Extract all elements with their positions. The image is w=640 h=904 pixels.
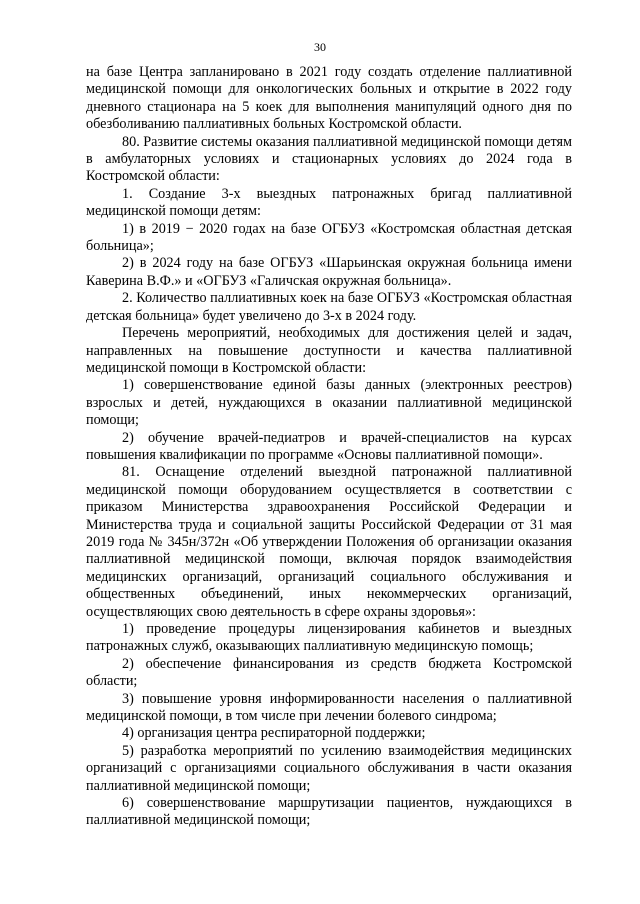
paragraph-subitem-1-2: 2) в 2024 году на базе ОГБУЗ «Шарьинская окружная больница имени Каверина В.Ф.» и «ОГБУЗ «Галичская окружная больница». xyxy=(86,255,572,289)
paragraph-measure-1: 1) совершенствование единой базы данных (электронных реестров) взрослых и детей, нуждающихся в оказании паллиативной медицинской помощи; xyxy=(86,377,572,429)
paragraph-subitem-2: 2. Количество паллиативных коек на базе ОГБУЗ «Костромская областная детская больница» будет увеличено до 3-х в 2024 году. xyxy=(86,290,572,324)
paragraph-subitem-1: 1. Создание 3-х выездных патронажных бригад паллиативной медицинской помощи детям: xyxy=(86,185,572,220)
paragraph-item-81-5: 5) разработка мероприятий по усилению взаимодействия медицинских организаций с организациями социального обслуживания в части оказания паллиативной медицинской помощи; xyxy=(86,742,572,794)
paragraph-item-81-1: 1) проведение процедуры лицензирования кабинетов и выездных патронажных служб, оказывающих паллиативную медицинскую помощь; xyxy=(86,621,572,655)
paragraph-item-81-3: 3) повышение уровня информированности населения о паллиативной медицинской помощи, в том числе при лечении болевого синдрома; xyxy=(86,690,572,725)
paragraph-item-81-4: 4) организация центра респираторной поддержки; xyxy=(122,725,426,742)
paragraph-subitem-1-1: 1) в 2019 − 2020 годах на базе ОГБУЗ «Костромская областная детская больница»; xyxy=(86,220,572,255)
paragraph-item-81-6: 6) совершенствование маршрутизации пациентов, нуждающихся в паллиативной медицинской помощи; xyxy=(86,795,572,829)
paragraph-item-81-2: 2) обеспечение финансирования из средств бюджета Костромской области; xyxy=(86,655,572,690)
paragraph-item-81: 81. Оснащение отделений выездной патронажной паллиативной медицинской помощи оборудованием осуществляется в соответствии с приказом Министерства здравоохранения Российской Федерации и Министерства труда и социальной защиты Российской Федерации от 31 мая 2019 года № 345н/372н «Об утверждении Положения об организации оказания паллиативной медицинской помощи, включая порядок взаимодействия медицинских организаций, организаций социального обслуживания и общественных объединений, иных некоммерческих организаций, осуществляющих свою деятельность в сфере охраны здоровья»: xyxy=(86,464,572,620)
page-number: 30 xyxy=(314,40,326,54)
paragraph-item-80: 80. Развитие системы оказания паллиативной медицинской помощи детям в амбулаторных условиях и стационарных условиях до 2024 года в Костромской области: xyxy=(86,133,572,185)
paragraph-continuation: на базе Центра запланировано в 2021 году создать отделение паллиативной медицинской помощи для онкологических больных и открытие в 2022 году дневного стационара на 5 коек для выполнения манипуляций одного дня по обезболиванию паллиативных больных Костромской области. xyxy=(86,64,572,133)
paragraph-measure-2: 2) обучение врачей-педиатров и врачей-специалистов на курсах повышения квалификации по программе «Основы паллиативной помощи». xyxy=(86,429,572,463)
paragraph-measures-list-intro: Перечень мероприятий, необходимых для достижения целей и задач, направленных на повышение доступности и качества паллиативной медицинской помощи в Костромской области: xyxy=(86,325,572,376)
document-body xyxy=(86,64,572,830)
